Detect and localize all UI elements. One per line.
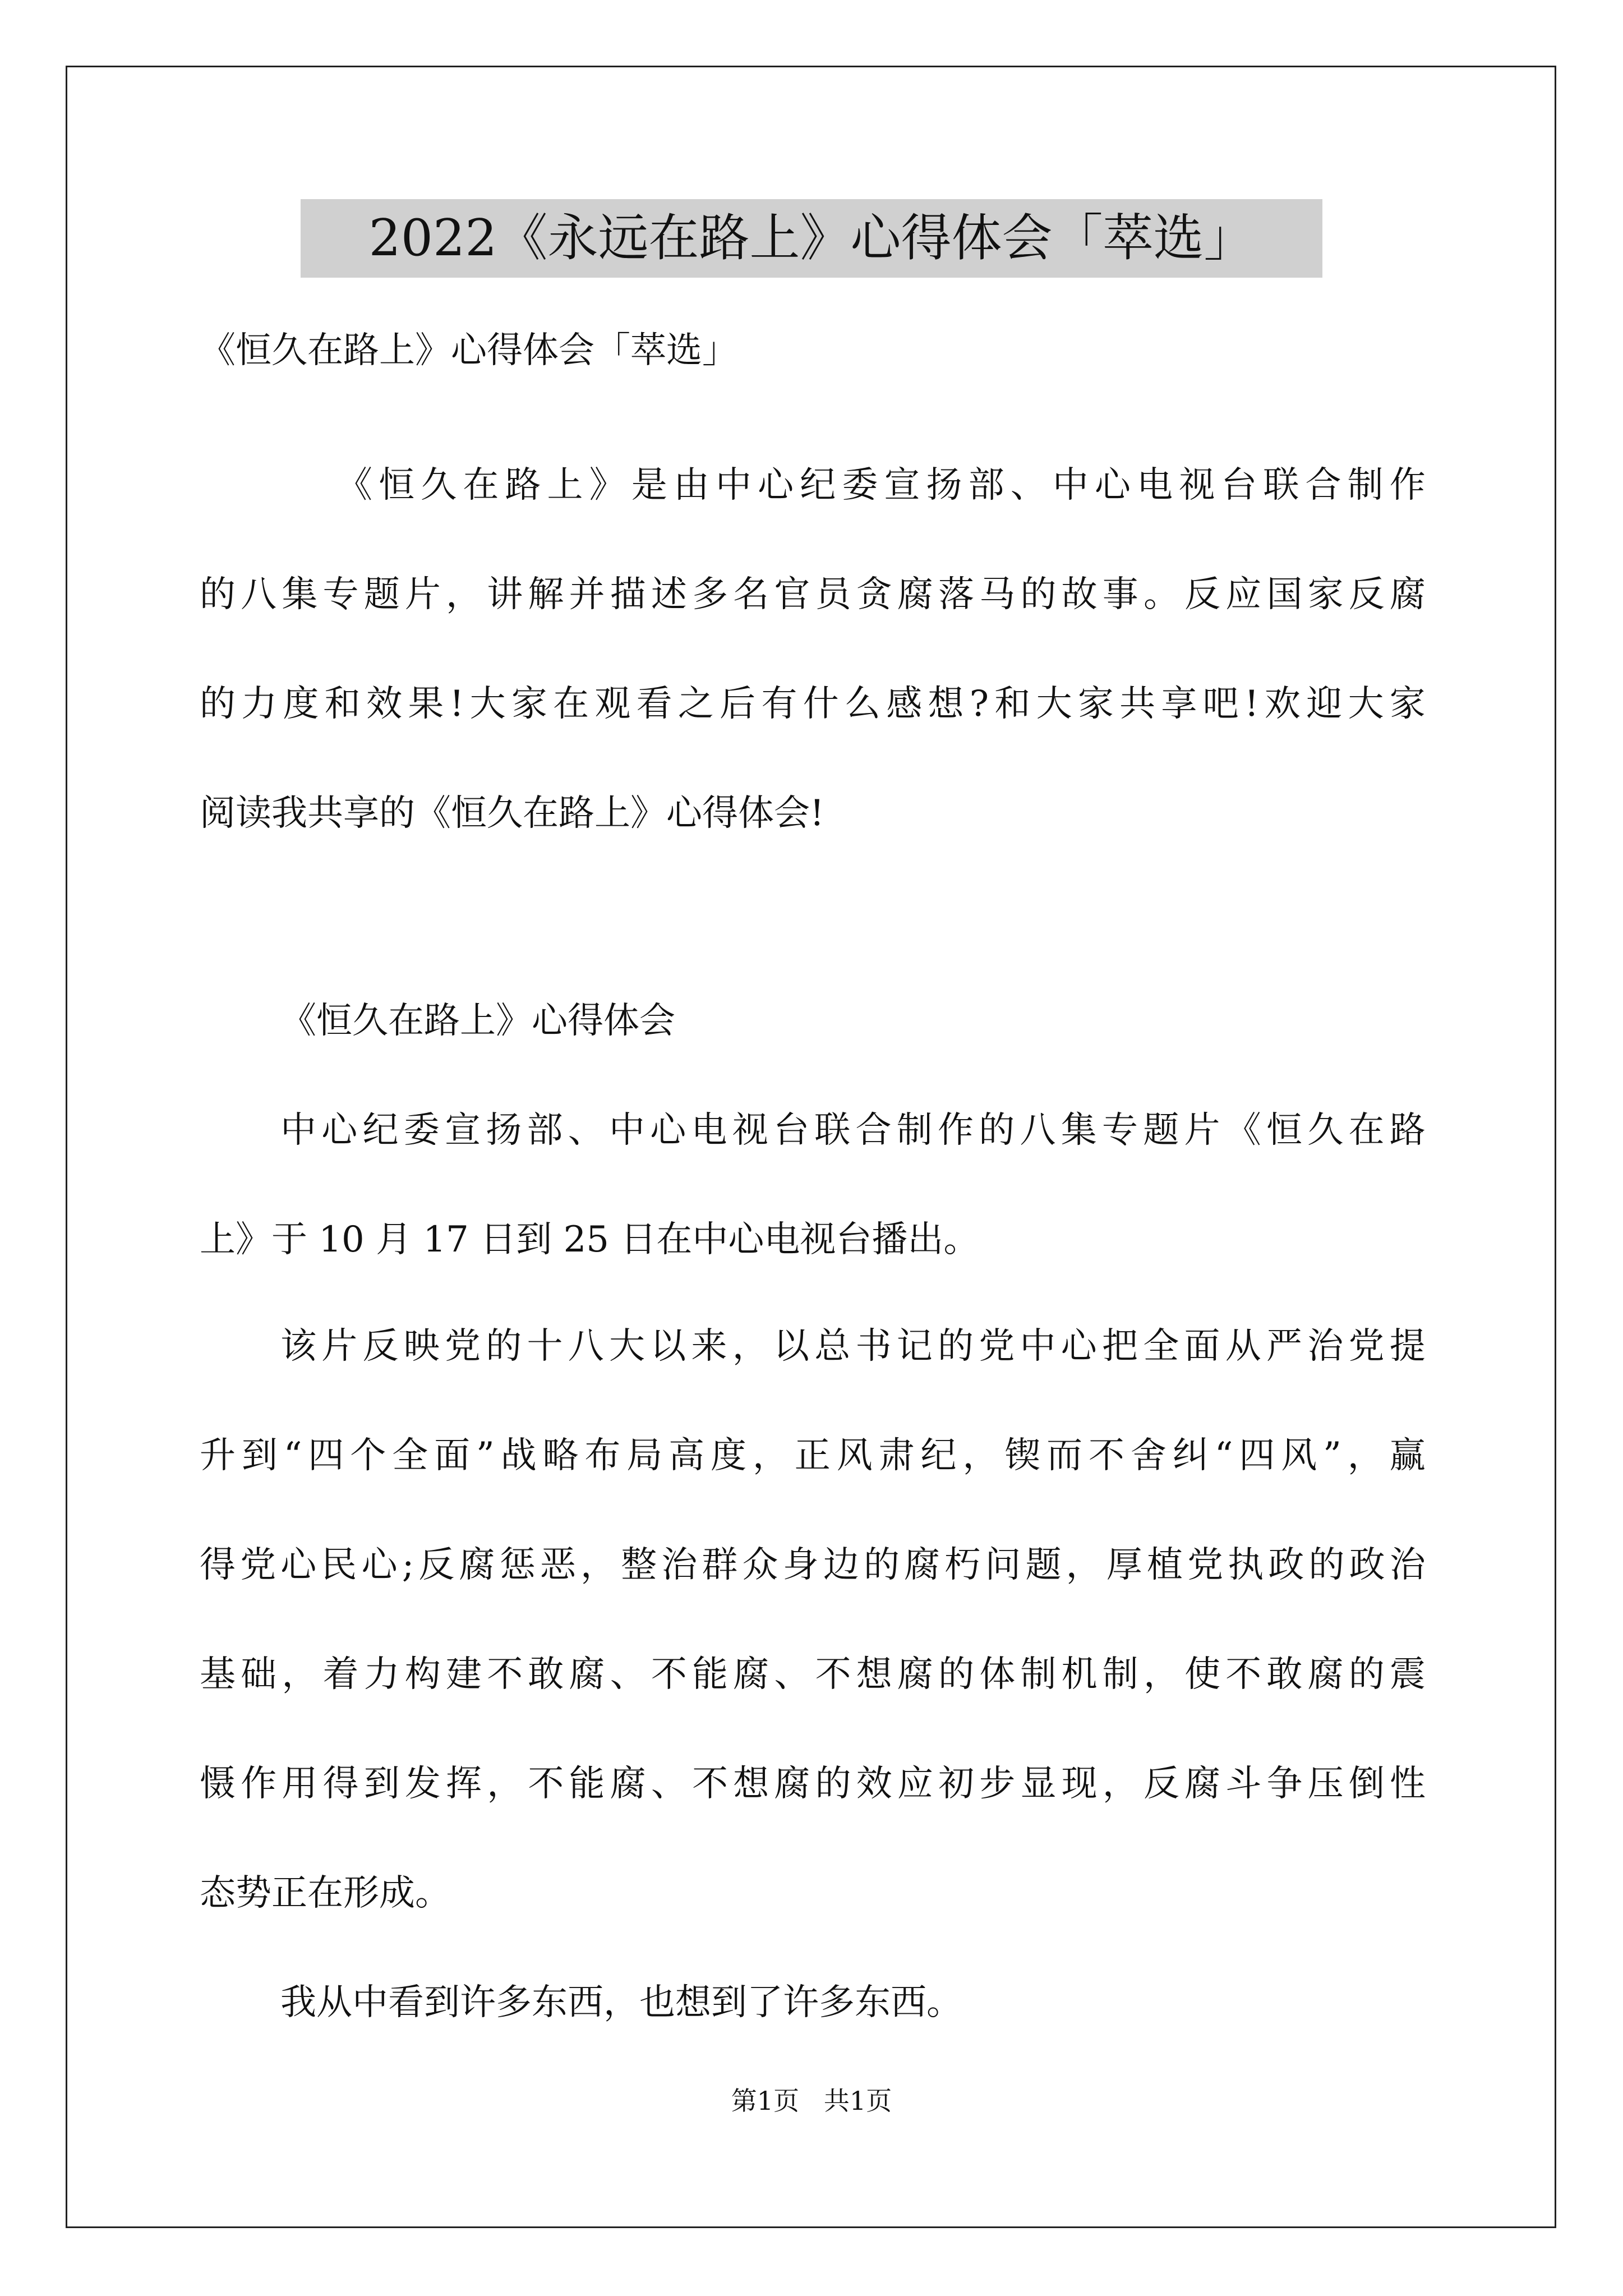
intro-line-1: 《 恒 久 在 路 上 》 是 由 中 心 纪 委 宣 扬 部 、 中 心 电 视 台 联 合 制 作 — [336, 464, 1426, 506]
para2-line-2: 升 到 “ 四 个 全 面 ” 战 略 布 局 高 度 ， 正 风 肃 纪 ， 锲 而 不 舍 纠 “ 四 风 ” ， 赢 — [200, 1435, 1426, 1476]
para2-line-4: 基 础 ， 着 力 构 建 不 敢 腐 、 不 能 腐 、 不 想 腐 的 体 制 机 制 ， 使 不 敢 腐 的 震 — [200, 1654, 1426, 1695]
para2-line-5: 慑 作 用 得 到 发 挥 ， 不 能 腐 、 不 想 腐 的 效 应 初 步 显 现 ， 反 腐 斗 争 压 倒 性 — [200, 1763, 1426, 1805]
section-heading: 《恒久在路上》心得体会 — [280, 1000, 675, 1042]
document-subtitle: 《恒久在路上》心得体会「萃选」 — [200, 330, 738, 371]
intro-line-4: 阅读我共享的《恒久在路上》心得体会! — [200, 793, 824, 834]
intro-line-3: 的 力 度 和 效 果 ! 大 家 在 观 看 之 后 有 什 么 感 想 ? 和 大 家 共 享 吧 ! 欢 迎 大 家 — [200, 683, 1426, 725]
para1-line-1: 中 心 纪 委 宣 扬 部 、 中 心 电 视 台 联 合 制 作 的 八 集 专 题 片 《 恒 久 在 路 — [280, 1110, 1426, 1151]
para3-line-1: 我从中看到许多东西，也想到了许多东西。 — [280, 1982, 962, 2023]
page-footer: 第1页 共1页 — [731, 2086, 892, 2116]
para2-line-3: 得 党 心 民 心 ; 反 腐 惩 恶 ， 整 治 群 众 身 边 的 腐 朽 问 题 ， 厚 植 党 执 政 的 政 治 — [200, 1544, 1426, 1586]
document-title: 2022《永远在路上》心得体会「萃选」 — [301, 199, 1322, 278]
para2-line-6: 态势正在形成。 — [200, 1872, 451, 1914]
para1-line-2: 上》于 10 月 17 日到 25 日在中心电视台播出。 — [200, 1219, 980, 1260]
intro-line-2: 的 八 集 专 题 片 ， 讲 解 并 描 述 多 名 官 员 贪 腐 落 马 的 故 事 。 反 应 国 家 反 腐 — [200, 574, 1426, 615]
para2-line-1: 该 片 反 映 党 的 十 八 大 以 来 ， 以 总 书 记 的 党 中 心 把 全 面 从 严 治 党 提 — [280, 1326, 1426, 1367]
